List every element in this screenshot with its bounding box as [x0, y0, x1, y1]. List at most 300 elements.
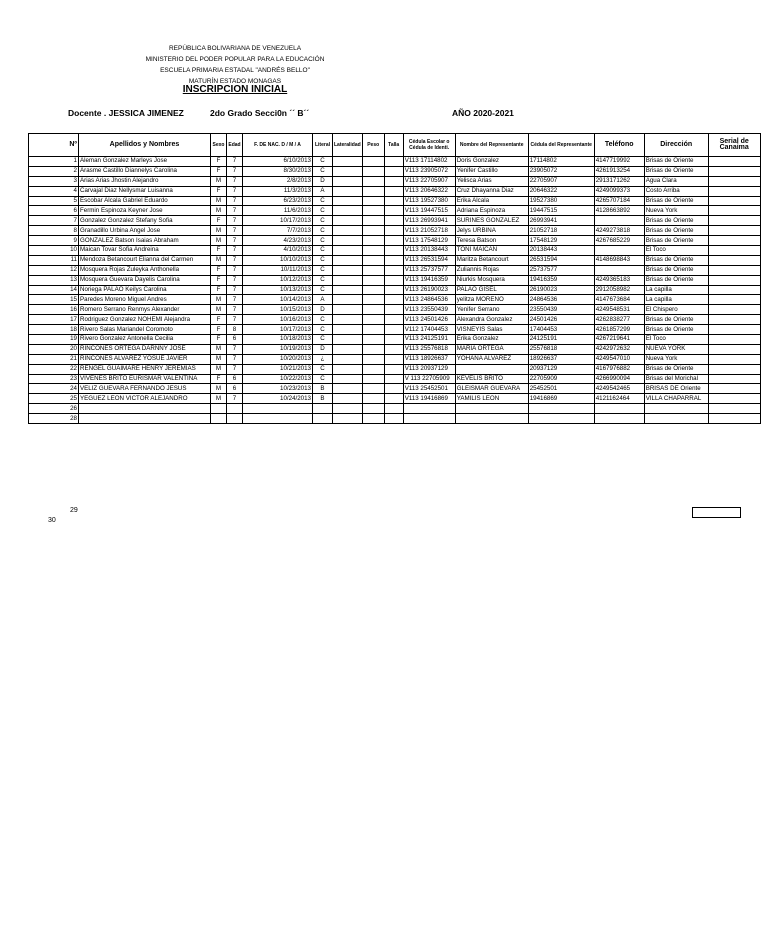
cell-representative: Jelys URBINA [455, 226, 528, 236]
cell-phone: 4242972632 [594, 344, 644, 354]
cell-height [384, 335, 403, 345]
cell-representative: Niurkis Mosquera [455, 275, 528, 285]
cell-number: 16 [29, 305, 79, 315]
cell-height [384, 414, 403, 424]
col-cedula: Cédula Escolar o Cédula de Identi. [403, 134, 455, 157]
cell-number: 5 [29, 196, 79, 206]
cell-representative: GLEISMAR GUEVARA [455, 384, 528, 394]
cell-weight [362, 275, 384, 285]
cell-student-id: V113 26993941 [403, 216, 455, 226]
cell-literal: B [313, 394, 333, 404]
cell-name: Arasme Castillo Diannelys Carolina [79, 166, 211, 176]
cell-serial [708, 364, 760, 374]
cell-height [384, 305, 403, 315]
cell-literal: C [313, 275, 333, 285]
table-row [29, 414, 761, 424]
cell-literal: C [313, 236, 333, 246]
cell-student-id: V113 19416359 [403, 275, 455, 285]
table-row [29, 255, 761, 265]
cell-height [384, 157, 403, 167]
cell-literal: C [313, 196, 333, 206]
cell-height [384, 206, 403, 216]
cell-sex: M [211, 206, 227, 216]
row-number-30: 30 [48, 517, 56, 524]
cell-literal: C [313, 325, 333, 335]
cell-laterality [333, 206, 363, 216]
cell-representative: Maritza Betancourt [455, 255, 528, 265]
cell-sex [211, 414, 227, 424]
cell-representative-id: 25452501 [528, 384, 594, 394]
cell-number: 19 [29, 335, 79, 345]
table-row [29, 404, 761, 414]
cell-height [384, 236, 403, 246]
cell-number: 6 [29, 206, 79, 216]
cell-laterality [333, 305, 363, 315]
cell-literal: A [313, 186, 333, 196]
cell-birthdate: 10/23/2013 [243, 384, 313, 394]
cell-representative-id: 19416359 [528, 275, 594, 285]
cell-birthdate: 11/6/2013 [243, 206, 313, 216]
cell-name [79, 404, 211, 414]
header-line-4: MATURÍN ESTADO MONAGAS [188, 78, 282, 85]
cell-laterality [333, 186, 363, 196]
cell-student-id: V113 22705907 [403, 176, 455, 186]
cell-representative: Erika Gonzalez [455, 335, 528, 345]
cell-sex: F [211, 275, 227, 285]
col-lateralidad: Lateralidad [333, 134, 363, 157]
cell-age: 8 [227, 325, 243, 335]
cell-height [384, 166, 403, 176]
cell-name: Carvajal Diaz Nellysmar Luisanna [79, 186, 211, 196]
cell-serial [708, 285, 760, 295]
cell-phone: 4249542465 [594, 384, 644, 394]
cell-representative-id: 21052718 [528, 226, 594, 236]
cell-student-id: V113 25737577 [403, 265, 455, 275]
cell-address: El Toco [644, 246, 708, 256]
cell-address: El Chispero [644, 305, 708, 315]
cell-student-id: V113 20138443 [403, 246, 455, 256]
cell-age: 7 [227, 285, 243, 295]
cell-serial [708, 206, 760, 216]
cell-weight [362, 305, 384, 315]
cell-serial [708, 325, 760, 335]
cell-laterality [333, 285, 363, 295]
cell-sex: F [211, 325, 227, 335]
cell-phone: 4249273818 [594, 226, 644, 236]
cell-height [384, 275, 403, 285]
table-row [29, 216, 761, 226]
cell-representative: Doris Gonzalez [455, 157, 528, 167]
cell-laterality [333, 404, 363, 414]
cell-phone: 4249548531 [594, 305, 644, 315]
cell-height [384, 246, 403, 256]
cell-birthdate [243, 404, 313, 414]
cell-sex: M [211, 305, 227, 315]
cell-address: Brisas de Oriente [644, 216, 708, 226]
cell-address: Brisas de Oriente [644, 364, 708, 374]
cell-laterality [333, 265, 363, 275]
cell-sex: F [211, 166, 227, 176]
cell-representative-id [528, 404, 594, 414]
cell-phone: 4265707184 [594, 196, 644, 206]
cell-number: 25 [29, 394, 79, 404]
cell-name: Maican Tovar Sofia Andreina [79, 246, 211, 256]
cell-representative-id: 20138443 [528, 246, 594, 256]
cell-weight [362, 344, 384, 354]
cell-literal: D [313, 305, 333, 315]
cell-weight [362, 315, 384, 325]
table-row [29, 354, 761, 364]
cell-serial [708, 384, 760, 394]
table-header-row [29, 134, 761, 157]
header-line-3: ESCUELA PRIMARIA ESTADAL "ANDRÉS BELLO" [160, 67, 310, 74]
cell-birthdate: 10/10/2013 [243, 255, 313, 265]
cell-representative: Yenifer Serrano [455, 305, 528, 315]
cell-weight [362, 325, 384, 335]
cell-number: 20 [29, 344, 79, 354]
cell-student-id: V113 25576818 [403, 344, 455, 354]
cell-height [384, 364, 403, 374]
cell-name: Romero Serrano Renmys Alexander [79, 305, 211, 315]
cell-address: Brisas de Oriente [644, 315, 708, 325]
cell-sex: M [211, 394, 227, 404]
cell-height [384, 216, 403, 226]
cell-age: 7 [227, 354, 243, 364]
cell-weight [362, 196, 384, 206]
cell-serial [708, 354, 760, 364]
cell-phone: 4147673684 [594, 295, 644, 305]
cell-birthdate: 10/20/2013 [243, 354, 313, 364]
cell-phone [594, 404, 644, 414]
cell-representative [455, 364, 528, 374]
grade-label: 2do Grado Secci0n ´´ B´´ [210, 108, 310, 118]
cell-literal: C [313, 374, 333, 384]
year-label: AÑO 2020-2021 [452, 108, 514, 118]
cell-number: 24 [29, 384, 79, 394]
table-row [29, 394, 761, 404]
cell-birthdate: 4/23/2013 [243, 236, 313, 246]
cell-representative: yelitza MORENO [455, 295, 528, 305]
cell-serial [708, 216, 760, 226]
cell-name: Fermin Espinoza Keyner Jose [79, 206, 211, 216]
cell-name: VIVENES BRITO EURISMAR VALENTINA [79, 374, 211, 384]
cell-laterality [333, 325, 363, 335]
cell-number: 28 [29, 414, 79, 424]
cell-address: VILLA CHAPARRAL [644, 394, 708, 404]
cell-age: 7 [227, 315, 243, 325]
cell-address: La capilla [644, 285, 708, 295]
cell-sex: F [211, 285, 227, 295]
cell-address: Brisas de Oriente [644, 157, 708, 167]
cell-student-id: V113 19527380 [403, 196, 455, 206]
cell-birthdate: 6/23/2013 [243, 196, 313, 206]
cell-representative-id: 20646322 [528, 186, 594, 196]
cell-number: 18 [29, 325, 79, 335]
cell-student-id [403, 404, 455, 414]
cell-name: YEGUEZ LEON VICTOR ALEJANDRO [79, 394, 211, 404]
cell-age [227, 414, 243, 424]
cell-number: 1 [29, 157, 79, 167]
cell-serial [708, 414, 760, 424]
cell-representative [455, 404, 528, 414]
cell-age: 6 [227, 384, 243, 394]
table-row [29, 206, 761, 216]
cell-sex: M [211, 344, 227, 354]
cell-representative-id: 22705907 [528, 176, 594, 186]
cell-height [384, 255, 403, 265]
col-n: Nº [29, 134, 79, 157]
cell-height [384, 196, 403, 206]
cell-sex: F [211, 315, 227, 325]
cell-number: 26 [29, 404, 79, 414]
cell-literal: C [313, 315, 333, 325]
cell-serial [708, 394, 760, 404]
cell-sex: F [211, 374, 227, 384]
cell-laterality [333, 216, 363, 226]
cell-representative-id: 25576818 [528, 344, 594, 354]
cell-weight [362, 384, 384, 394]
cell-number: 7 [29, 216, 79, 226]
cell-address: Costo Arriba [644, 186, 708, 196]
cell-representative-id: 26531594 [528, 255, 594, 265]
cell-student-id: V113 24501426 [403, 315, 455, 325]
cell-number: 14 [29, 285, 79, 295]
cell-height [384, 344, 403, 354]
cell-address: La capilla [644, 295, 708, 305]
cell-age: 7 [227, 157, 243, 167]
cell-student-id: V113 23905072 [403, 166, 455, 176]
cell-number: 22 [29, 364, 79, 374]
cell-age: 7 [227, 176, 243, 186]
cell-name: RINCONES ORTEGA DARNNY JOSE [79, 344, 211, 354]
cell-phone: 2913171262 [594, 176, 644, 186]
cell-student-id: V 113 22705909 [403, 374, 455, 384]
cell-address: BRISAS DE Oriente [644, 384, 708, 394]
cell-literal: D [313, 344, 333, 354]
cell-laterality [333, 354, 363, 364]
cell-address: Brisas de Oriente [644, 275, 708, 285]
cell-sex: F [211, 186, 227, 196]
row-number-29: 29 [70, 507, 78, 514]
col-serial: Serial de Canaima [708, 134, 760, 157]
cell-sex: M [211, 236, 227, 246]
cell-address [644, 404, 708, 414]
cell-age: 7 [227, 305, 243, 315]
cell-number: 10 [29, 246, 79, 256]
cell-sex: M [211, 226, 227, 236]
cell-representative-id: 24125191 [528, 335, 594, 345]
cell-address: Brisas de Oriente [644, 325, 708, 335]
cell-laterality [333, 236, 363, 246]
cell-birthdate: 7/7/2013 [243, 226, 313, 236]
cell-name: RENGEL GUAIMARE HENRY JEREMIAS [79, 364, 211, 374]
cell-weight [362, 374, 384, 384]
cell-birthdate: 10/13/2013 [243, 285, 313, 295]
cell-representative: Alexandra Gonzalez [455, 315, 528, 325]
cell-laterality [333, 166, 363, 176]
cell-literal: A [313, 295, 333, 305]
cell-name: Arias Arias Jhostin Alejandro [79, 176, 211, 186]
cell-representative-id: 20937129 [528, 364, 594, 374]
cell-serial [708, 305, 760, 315]
cell-height [384, 265, 403, 275]
cell-birthdate: 10/14/2013 [243, 295, 313, 305]
cell-age: 7 [227, 246, 243, 256]
cell-weight [362, 255, 384, 265]
cell-age: 7 [227, 295, 243, 305]
table-row [29, 157, 761, 167]
cell-sex: F [211, 265, 227, 275]
cell-sex: M [211, 354, 227, 364]
cell-weight [362, 186, 384, 196]
col-sexo: Sexo [211, 134, 227, 157]
cell-serial [708, 176, 760, 186]
cell-number: 11 [29, 255, 79, 265]
cell-phone: 2912058982 [594, 285, 644, 295]
cell-birthdate: 10/19/2013 [243, 344, 313, 354]
cell-age: 7 [227, 206, 243, 216]
cell-literal: C [313, 246, 333, 256]
cell-representative [455, 414, 528, 424]
cell-weight [362, 216, 384, 226]
cell-serial [708, 404, 760, 414]
table-row [29, 285, 761, 295]
cell-sex: F [211, 335, 227, 345]
cell-phone [594, 265, 644, 275]
cell-laterality [333, 384, 363, 394]
cell-address: Brisas de Oriente [644, 265, 708, 275]
cell-representative: Erika Alcala [455, 196, 528, 206]
cell-height [384, 226, 403, 236]
cell-height [384, 186, 403, 196]
table-row [29, 275, 761, 285]
cell-representative-id [528, 414, 594, 424]
cell-student-id: V113 19416869 [403, 394, 455, 404]
cell-serial [708, 315, 760, 325]
cell-number: 2 [29, 166, 79, 176]
cell-name: Rodriguez Gonzalez NOHEMI Alejandra [79, 315, 211, 325]
col-talla: Talla [384, 134, 403, 157]
cell-representative: TONI MAICAN [455, 246, 528, 256]
col-fnac: F. DE NAC. D / M / A [243, 134, 313, 157]
cell-representative-id: 23905072 [528, 166, 594, 176]
cell-representative: MARIA ORTEGA [455, 344, 528, 354]
cell-height [384, 394, 403, 404]
cell-weight [362, 364, 384, 374]
cell-birthdate: 10/16/2013 [243, 315, 313, 325]
cell-age: 7 [227, 166, 243, 176]
cell-height [384, 384, 403, 394]
table-row [29, 265, 761, 275]
cell-height [384, 325, 403, 335]
cell-address [644, 414, 708, 424]
cell-laterality [333, 157, 363, 167]
cell-weight [362, 295, 384, 305]
cell-height [384, 374, 403, 384]
cell-birthdate: 10/22/2013 [243, 374, 313, 384]
cell-number: 13 [29, 275, 79, 285]
cell-representative: YAMILIS LEON [455, 394, 528, 404]
cell-laterality [333, 295, 363, 305]
cell-representative: Yenifer Castillo [455, 166, 528, 176]
cell-representative: KEVELIS BRITO [455, 374, 528, 384]
cell-laterality [333, 226, 363, 236]
cell-laterality [333, 255, 363, 265]
cell-phone [594, 246, 644, 256]
cell-address: Brisas de Oriente [644, 226, 708, 236]
cell-sex: F [211, 246, 227, 256]
cell-phone: 4249547010 [594, 354, 644, 364]
cell-representative: Teresa Batson [455, 236, 528, 246]
cell-sex: M [211, 176, 227, 186]
cell-student-id [403, 414, 455, 424]
cell-name: Mosquera Guevara Dayelis Carolina [79, 275, 211, 285]
cell-serial [708, 246, 760, 256]
cell-laterality [333, 374, 363, 384]
cell-phone: 4249099373 [594, 186, 644, 196]
cell-representative: YOHANA ALVAREZ [455, 354, 528, 364]
cell-serial [708, 265, 760, 275]
cell-literal [313, 404, 333, 414]
cell-age: 7 [227, 186, 243, 196]
cell-representative-id: 22705909 [528, 374, 594, 384]
table-row [29, 236, 761, 246]
cell-address: Brisas de Oriente [644, 255, 708, 265]
cell-literal: C [313, 206, 333, 216]
cell-representative-id: 25737577 [528, 265, 594, 275]
cell-number: 21 [29, 354, 79, 364]
cell-name: GONZALEZ Batson Isaias Abraham [79, 236, 211, 246]
col-peso: Peso [362, 134, 384, 157]
cell-birthdate: 10/21/2013 [243, 364, 313, 374]
cell-student-id: V113 17114802 [403, 157, 455, 167]
cell-name: Rivero Gonzalez Antonella Cecilia [79, 335, 211, 345]
teacher-label: Docente . JESSICA JIMENEZ [68, 108, 184, 118]
cell-laterality [333, 414, 363, 424]
col-nombre: Apellidos y Nombres [79, 134, 211, 157]
cell-representative: Adriana Espinoza [455, 206, 528, 216]
cell-phone: 4167976882 [594, 364, 644, 374]
table-row [29, 166, 761, 176]
empty-cell-box [692, 507, 741, 518]
header-line-1: REPÚBLICA BOLIVARIANA DE VENEZUELA [168, 45, 302, 52]
table-row [29, 305, 761, 315]
cell-weight [362, 285, 384, 295]
cell-age: 7 [227, 236, 243, 246]
cell-number: 4 [29, 186, 79, 196]
cell-serial [708, 374, 760, 384]
cell-age: 7 [227, 216, 243, 226]
cell-name: Granadillo Urbina Angel Jose [79, 226, 211, 236]
cell-weight [362, 157, 384, 167]
cell-student-id: V112 17404453 [403, 325, 455, 335]
table-row [29, 176, 761, 186]
col-literal: Literal [313, 134, 333, 157]
cell-birthdate: 10/18/2013 [243, 335, 313, 345]
cell-literal: C [313, 226, 333, 236]
cell-literal: B [313, 384, 333, 394]
cell-birthdate: 10/15/2013 [243, 305, 313, 315]
cell-laterality [333, 176, 363, 186]
cell-sex: M [211, 384, 227, 394]
cell-birthdate [243, 414, 313, 424]
cell-birthdate: 10/24/2013 [243, 394, 313, 404]
cell-representative: SURINES GONZALEZ [455, 216, 528, 226]
cell-phone: 4261913254 [594, 166, 644, 176]
cell-student-id: V113 26190023 [403, 285, 455, 295]
cell-number: 3 [29, 176, 79, 186]
table-row [29, 374, 761, 384]
